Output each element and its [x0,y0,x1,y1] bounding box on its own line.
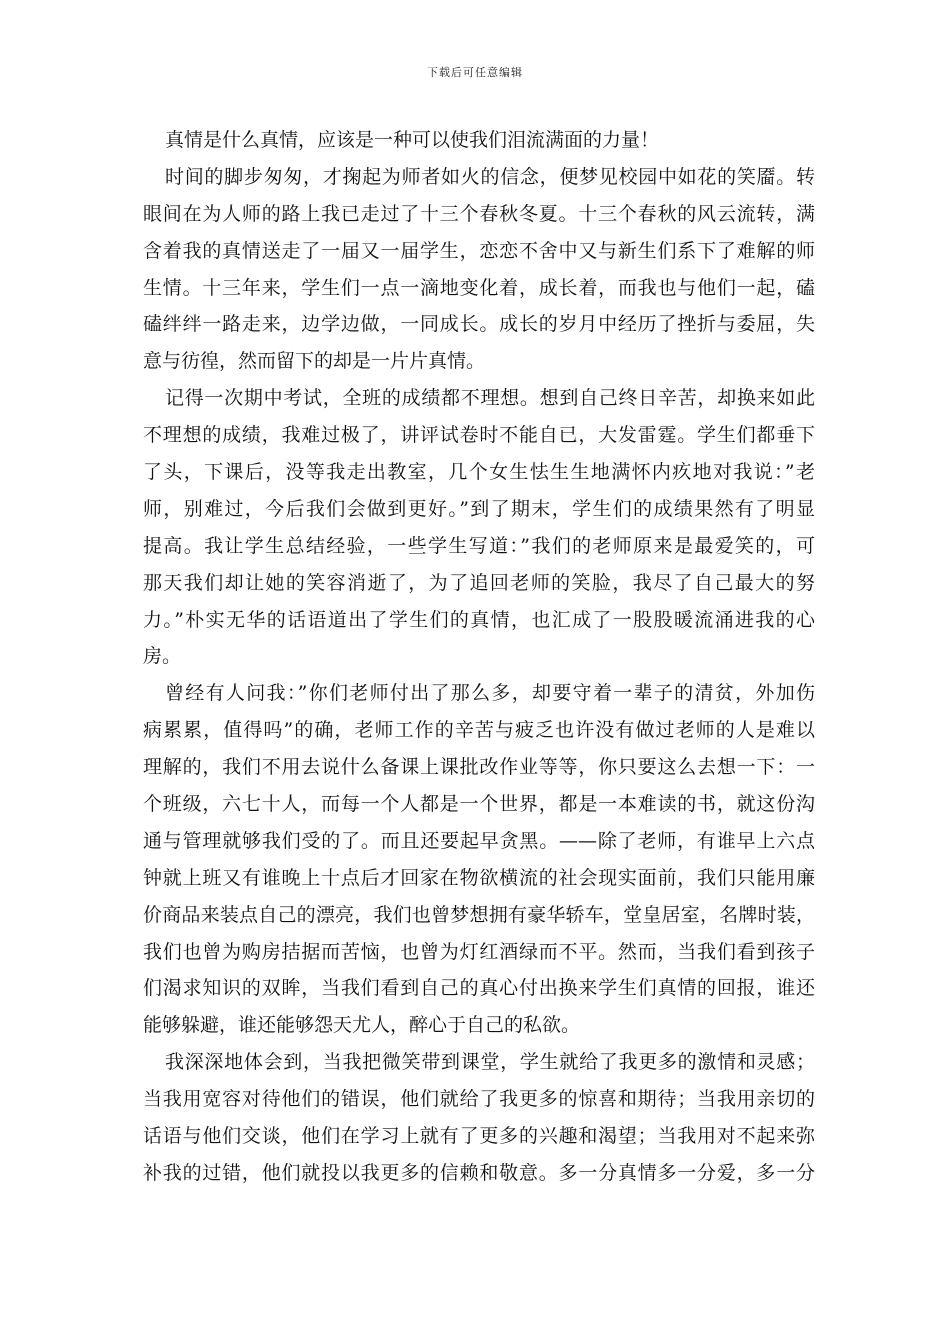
text-line: 师，别难过，今后我们会做到更好。”到了期末，学生们的成绩果然有了明显 [143,497,815,520]
text-line: 通与管理就够我们受的了。而且还要起早贪黑。——除了老师，有谁早上六点 [143,829,815,852]
text-line: 不理想的成绩，我难过极了，讲评试卷时不能自已，大发雷霆。学生们都垂下 [143,424,815,447]
text-line: 价商品来装点自己的漂亮，我们也曾梦想拥有豪华轿车，堂皇居室，名牌时装， [143,903,815,926]
text-line: 理解的，我们不用去说什么备课上课批改作业等等，你只要这么去想一下：一 [143,756,815,779]
text-line: 眼间在为人师的路上我已走过了十三个春秋冬夏。十三个春秋的风云流转，满 [143,202,815,225]
text-line: 房。 [143,645,182,668]
text-line: 意与彷徨，然而留下的却是一片片真情。 [143,350,486,373]
text-line: 曾经有人问我：”你们老师付出了那么多，却要守着一辈子的清贫，外加伤 [165,682,815,705]
paragraph [143,675,815,1044]
page-header: 下载后可任意编辑 [427,66,523,79]
text-line: 补我的过错，他们就投以我更多的信赖和敬意。多一分真情多一分爱，多一分 [143,1161,815,1184]
text-line: 当我用宽容对待他们的错误，他们就给了我更多的惊喜和期待；当我用亲切的 [143,1088,815,1111]
text-line: 我深深地体会到，当我把微笑带到课堂，学生就给了我更多的激情和灵感； [165,1051,815,1074]
text-line: 钟就上班又有谁晚上十点后才回家在物欲横流的社会现实面前，我们只能用廉 [143,866,815,889]
text-line: 生情。十三年来，学生们一点一滴地变化着，成长着，而我也与他们一起，磕 [143,276,815,299]
text-line: 们渴求知识的双眸，当我们看到自己的真心付出换来学生们真情的回报，谁还 [143,977,815,1000]
document-body [143,122,815,1192]
text-line: 病累累，值得吗”的确，老师工作的辛苦与疲乏也许没有做过老师的人是难以 [143,719,815,742]
text-line: 个班级，六七十人，而每一个人都是一个世界，都是一本难读的书，就这份沟 [143,793,815,816]
text-line: 能够躲避，谁还能够怨天尤人，醉心于自己的私欲。 [143,1014,581,1037]
text-line: 真情是什么真情，应该是一种可以使我们泪流满面的力量！ [165,129,660,151]
paragraph [143,122,815,159]
paragraph [143,1044,815,1192]
text-line: 我们也曾为购房拮据而苦恼，也曾为灯红酒绿而不平。然而，当我们看到孩子 [143,940,815,963]
text-line: 时间的脚步匆匆，才掬起为师者如火的信念，便梦见校园中如花的笑靥。转 [165,165,815,188]
text-line: 了头，下课后，没等我走出教室，几个女生怯生生地满怀内疚地对我说：”老 [143,461,815,484]
text-line: 记得一次期中考试，全班的成绩都不理想。想到自己终日辛苦，却换来如此 [165,387,815,410]
text-line: 那天我们却让她的笑容消逝了，为了追回老师的笑脸，我尽了自己最大的努 [143,571,815,594]
paragraph [143,380,815,675]
text-line: 含着我的真情送走了一届又一届学生，恋恋不舍中又与新生们系下了难解的师 [143,239,815,262]
text-line: 话语与他们交谈，他们在学习上就有了更多的兴趣和渴望；当我用对不起来弥 [143,1125,815,1148]
paragraph [143,159,815,380]
text-line: 提高。我让学生总结经验，一些学生写道：”我们的老师原来是最爱笑的，可 [143,534,815,557]
text-line: 力。”朴实无华的话语道出了学生们的真情，也汇成了一股股暖流涌进我的心 [143,608,815,631]
text-line: 磕绊绊一路走来，边学边做，一同成长。成长的岁月中经历了挫折与委屈，失 [143,313,815,336]
